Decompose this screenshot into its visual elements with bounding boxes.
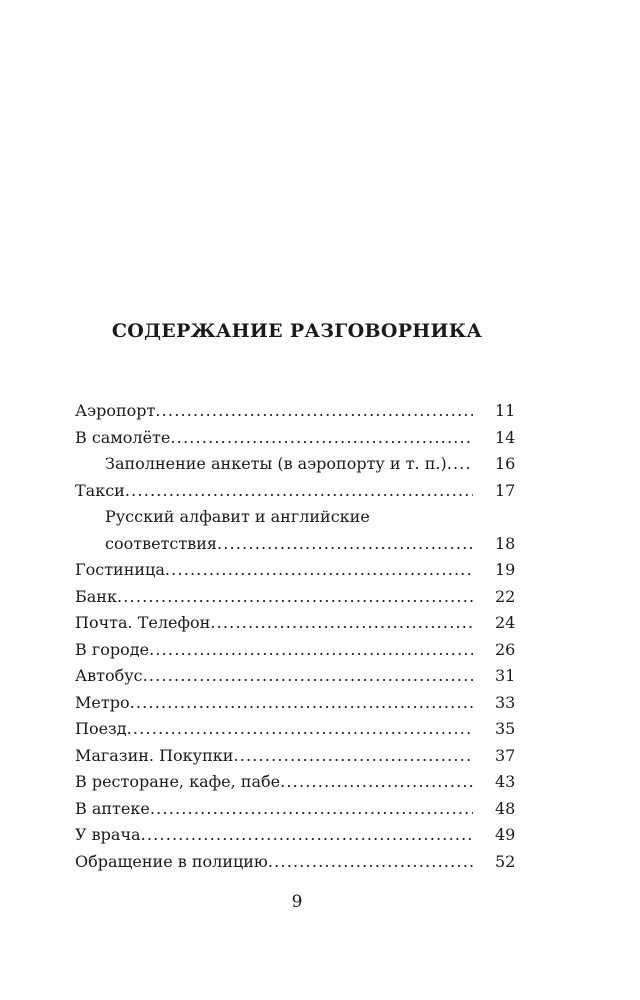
toc-entry — [75, 743, 515, 770]
toc-entry — [75, 690, 515, 717]
toc-entry-label: Магазин. Покупки — [75, 745, 234, 765]
toc-entry-label: У врача — [75, 825, 141, 844]
toc-entry-page: 11 — [495, 401, 516, 420]
toc-entry-page: 17 — [495, 480, 516, 500]
toc-entry-page: 22 — [495, 586, 516, 606]
toc-entry-label: Гостиница — [75, 560, 165, 579]
toc-entry — [75, 849, 515, 876]
toc-entry-page: 35 — [495, 719, 516, 738]
toc-entry — [75, 637, 515, 664]
toc-entry — [75, 398, 515, 425]
dot-leader — [117, 584, 473, 611]
toc-entry-label: В аптеке — [75, 798, 150, 818]
toc-entry — [75, 716, 515, 743]
toc-entry — [75, 425, 515, 452]
toc-entry-label: Банк — [75, 586, 117, 606]
dot-leader — [149, 637, 473, 664]
toc-entry-label: Автобус — [75, 666, 143, 685]
toc-entry-page: 16 — [495, 454, 516, 473]
toc-entry — [75, 451, 515, 478]
page-title: СОДЕРЖАНИЕ РАЗГОВОРНИКА — [111, 320, 483, 342]
toc-entry — [75, 610, 515, 637]
toc-entry-page: 18 — [495, 533, 516, 553]
toc-entry-page: 31 — [495, 666, 516, 685]
toc-entry-page: 43 — [495, 772, 516, 791]
toc-entry-page: 24 — [495, 613, 516, 632]
dot-leader — [447, 451, 473, 478]
toc-entry-page: 49 — [495, 825, 516, 844]
toc-entry — [75, 796, 515, 823]
toc-entry-page: 19 — [495, 560, 516, 579]
dot-leader — [165, 557, 473, 584]
toc-entry-label: Обращение в полицию — [75, 851, 268, 871]
toc-entry-page: 14 — [495, 427, 516, 447]
toc-entry-page: 52 — [495, 851, 516, 871]
toc-entry-label: В ресторане, кафе, пабе — [75, 772, 281, 791]
toc-entry — [75, 822, 515, 849]
dot-leader — [233, 743, 473, 770]
toc-entry-label: Такси — [75, 480, 125, 500]
dot-leader — [141, 822, 473, 849]
table-of-contents — [75, 398, 515, 875]
toc-entry-page: 33 — [495, 692, 516, 712]
dot-leader — [155, 398, 473, 425]
toc-entry-page: 37 — [495, 745, 516, 765]
toc-entry-label: Заполнение анкеты (в аэропорту и т. п.) — [105, 454, 447, 473]
dot-leader — [170, 425, 473, 452]
toc-entry-label: В самолёте — [75, 427, 171, 447]
toc-entry — [75, 478, 515, 505]
dot-leader — [210, 610, 473, 637]
toc-entry — [75, 769, 515, 796]
toc-entry — [75, 531, 515, 558]
dot-leader — [125, 478, 473, 505]
dot-leader — [268, 849, 473, 876]
toc-entry-label: Аэропорт — [75, 401, 156, 420]
toc-entry-label: Метро — [75, 692, 130, 712]
toc-entry — [75, 557, 515, 584]
toc-entry-label: Почта. Телефон — [75, 613, 211, 632]
toc-entry-page: 26 — [495, 639, 516, 659]
page-number: 9 — [291, 892, 303, 912]
dot-leader — [150, 796, 473, 823]
toc-entry-label: Русский алфавит и английские — [105, 507, 370, 526]
dot-leader — [130, 690, 473, 717]
dot-leader — [143, 663, 473, 690]
dot-leader — [280, 769, 473, 796]
toc-entry — [75, 663, 515, 690]
toc-entry — [75, 504, 515, 531]
toc-entry-label: соответствия — [105, 533, 217, 553]
toc-entry-page: 48 — [495, 798, 516, 818]
toc-entry-label: В городе — [75, 639, 150, 659]
dot-leader — [127, 716, 473, 743]
dot-leader — [217, 531, 473, 558]
toc-entry — [75, 584, 515, 611]
toc-entry-label: Поезд — [75, 719, 127, 738]
